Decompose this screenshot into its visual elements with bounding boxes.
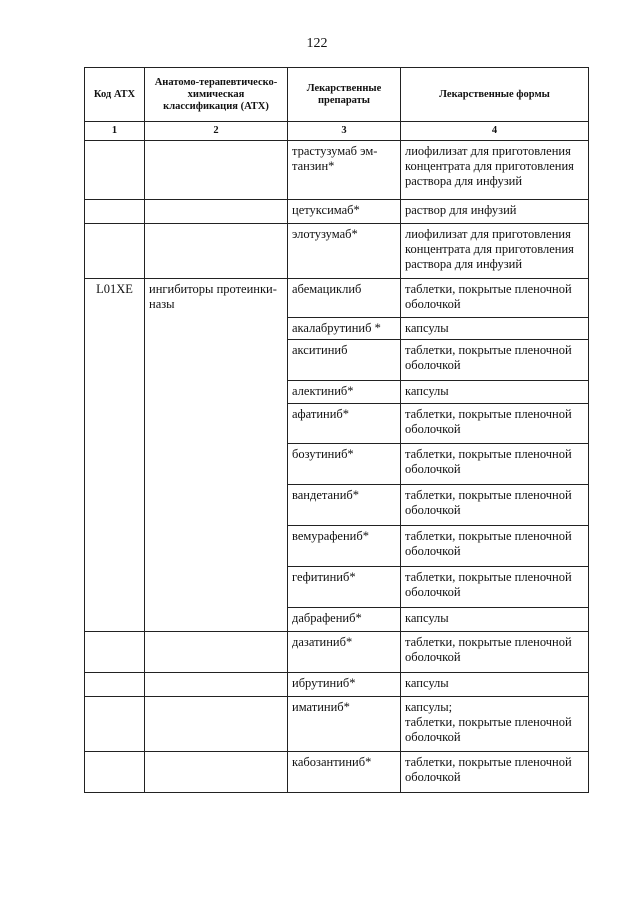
atc-code-cell — [85, 697, 145, 752]
drug-cell: иматиниб* — [288, 697, 401, 752]
form-cell: таблетки, покрытые пленочной оболочкой — [401, 752, 589, 793]
table-row — [85, 673, 589, 697]
header-atc-code: Код АТХ — [85, 68, 145, 122]
table-row — [85, 200, 589, 224]
atc-code-cell — [85, 752, 145, 793]
column-number: 2 — [145, 122, 288, 141]
drug-cell: трастузумаб эм- танзин* — [288, 141, 401, 200]
atc-class-cell — [145, 224, 288, 279]
table-row — [85, 632, 589, 673]
header-row — [85, 68, 589, 122]
atc-code-cell — [85, 200, 145, 224]
table-row — [85, 697, 589, 752]
atc-code-cell — [85, 673, 145, 697]
atc-code-cell — [85, 632, 145, 673]
table-row — [85, 279, 589, 318]
form-cell: капсулы; таблетки, покрытые пленочной оболочкой — [401, 697, 589, 752]
column-number: 1 — [85, 122, 145, 141]
header-atc-classification: Анатомо-терапевтическо-химическая классификация (АТХ) — [145, 68, 288, 122]
drug-cell: цетуксимаб* — [288, 200, 401, 224]
atc-class-cell — [145, 632, 288, 673]
atc-code-cell — [85, 141, 145, 200]
column-number: 4 — [401, 122, 589, 141]
atc-class-cell — [145, 697, 288, 752]
form-cell: таблетки, покрытые пленочной оболочкой — [401, 526, 589, 567]
form-cell: таблетки, покрытые пленочной оболочкой — [401, 632, 589, 673]
atc-class-cell: ингибиторы протеинки- назы — [145, 279, 288, 632]
form-cell: таблетки, покрытые пленочной оболочкой — [401, 279, 589, 318]
column-number: 3 — [288, 122, 401, 141]
page-number: 122 — [306, 36, 328, 51]
atc-code-cell: L01XE — [85, 279, 145, 632]
drug-cell: алектиниб* — [288, 381, 401, 404]
drug-cell: акалабрутиниб * — [288, 318, 401, 340]
header-drugs: Лекарственные препараты — [288, 68, 401, 122]
drug-cell: вемурафениб* — [288, 526, 401, 567]
table-row — [85, 224, 589, 279]
atc-class-cell — [145, 673, 288, 697]
atc-class-cell — [145, 141, 288, 200]
form-cell: лиофилизат для приготовления концентрата для приготовления раствора для инфузий — [401, 141, 589, 200]
atc-class-cell — [145, 200, 288, 224]
drug-cell: бозутиниб* — [288, 444, 401, 485]
form-cell: капсулы — [401, 318, 589, 340]
form-cell: лиофилизат для приготовления концентрата для приготовления раствора для инфузий — [401, 224, 589, 279]
form-cell: капсулы — [401, 673, 589, 697]
drug-cell: абемациклиб — [288, 279, 401, 318]
form-cell: раствор для инфузий — [401, 200, 589, 224]
column-number-row — [85, 122, 589, 141]
table-row — [85, 752, 589, 793]
atc-code-cell — [85, 224, 145, 279]
drug-cell: вандетаниб* — [288, 485, 401, 526]
form-cell: капсулы — [401, 381, 589, 404]
drug-cell: акситиниб — [288, 340, 401, 381]
header-dosage-forms: Лекарственные формы — [401, 68, 589, 122]
drug-cell: афатиниб* — [288, 404, 401, 444]
atc-table — [84, 67, 589, 793]
drug-cell: ибрутиниб* — [288, 673, 401, 697]
atc-class-cell — [145, 752, 288, 793]
drug-cell: дазатиниб* — [288, 632, 401, 673]
drug-cell: кабозантиниб* — [288, 752, 401, 793]
form-cell: таблетки, покрытые пленочной оболочкой — [401, 340, 589, 381]
drug-cell: гефитиниб* — [288, 567, 401, 608]
table-row — [85, 141, 589, 200]
form-cell: таблетки, покрытые пленочной оболочкой — [401, 567, 589, 608]
form-cell: таблетки, покрытые пленочной оболочкой — [401, 485, 589, 526]
drug-cell: дабрафениб* — [288, 608, 401, 632]
form-cell: капсулы — [401, 608, 589, 632]
form-cell: таблетки, покрытые пленочной оболочкой — [401, 404, 589, 444]
drug-cell: элотузумаб* — [288, 224, 401, 279]
form-cell: таблетки, покрытые пленочной оболочкой — [401, 444, 589, 485]
